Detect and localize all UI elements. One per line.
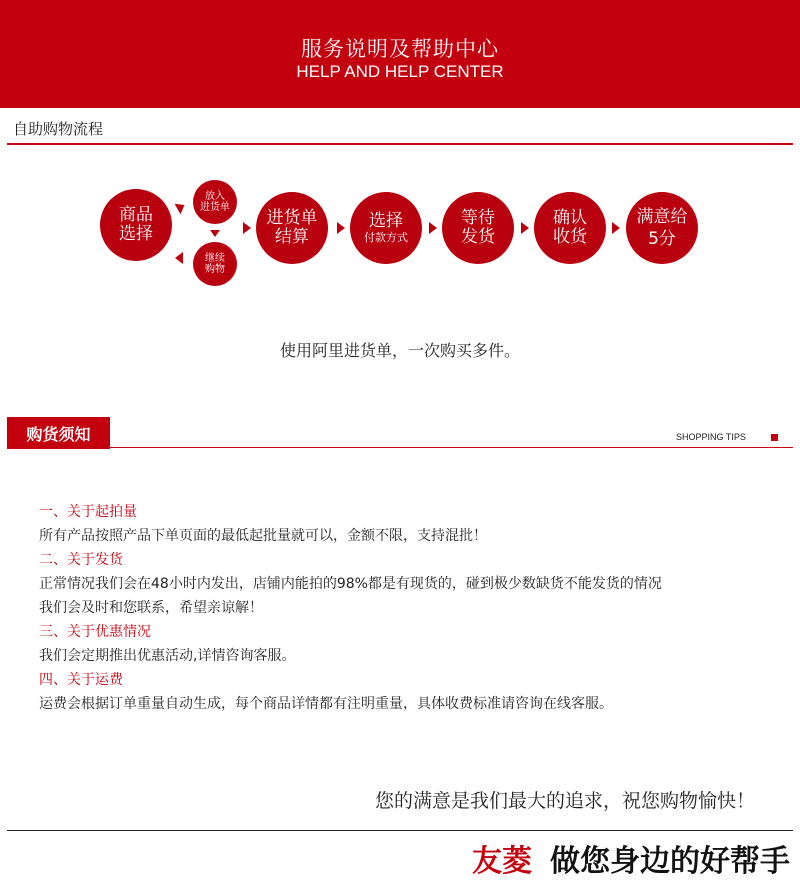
step-checkout	[256, 192, 328, 264]
notice-text: 正常情况我们会在48小时内发出，店铺内能拍的98%都是有现货的，碰到极少数缺货不能发货的情况	[39, 576, 662, 592]
step-label: 满意给	[636, 206, 688, 227]
square-bullet-icon	[771, 434, 778, 441]
arrow-right-icon	[337, 222, 345, 234]
arrow-right-icon	[243, 222, 251, 234]
notice-heading: 二、关于发货	[39, 552, 123, 568]
section-divider	[7, 447, 793, 448]
arrow-right-icon	[175, 200, 188, 214]
arrow-right-icon	[612, 222, 620, 234]
step-rating	[626, 192, 698, 264]
step-select-payment	[350, 192, 422, 264]
step-wait-shipping	[442, 192, 514, 264]
step-label: 等待 发货	[461, 208, 495, 247]
brand-name: 友菱	[472, 844, 532, 879]
header-title-en: HELP AND HELP CENTER	[296, 62, 504, 81]
step-select-product	[100, 189, 172, 261]
shopping-tips-label: SHOPPING TIPS	[676, 432, 746, 442]
brand-slogan	[0, 836, 790, 880]
arrow-right-icon	[521, 222, 529, 234]
step-label: 放入 进货单	[200, 191, 230, 213]
arrow-right-icon	[429, 222, 437, 234]
notice-list	[39, 500, 779, 716]
slogan-text: 做您身边的好帮手	[550, 844, 790, 879]
closing-message: 您的满意是我们最大的追求，祝您购物愉快！	[374, 790, 755, 812]
process-section-title: 自助购物流程	[13, 120, 104, 138]
notice-heading: 一、关于起拍量	[39, 504, 137, 520]
notice-text: 所有产品按照产品下单页面的最低起批量就可以，金额不限，支持混批！	[39, 528, 487, 544]
notice-text: 我们会定期推出优惠活动,详情咨询客服。	[39, 648, 296, 664]
header-title-cn: 服务说明及帮助中心	[301, 37, 499, 61]
step-label: 商品 选择	[119, 205, 153, 244]
notice-heading: 四、关于运费	[39, 672, 123, 688]
flow-caption: 使用阿里进货单，一次购买多件。	[279, 341, 520, 360]
notice-text: 运费会根据订单重量自动生成，每个商品详情都有注明重量，具体收费标准请咨询在线客服。	[39, 696, 613, 712]
shopping-flow-diagram	[0, 0, 800, 300]
step-continue-shopping	[193, 242, 237, 286]
step-label: 进货单 结算	[266, 208, 318, 247]
step-label-score: 5分	[648, 228, 676, 249]
step-add-to-cart	[193, 180, 237, 224]
notice-heading: 三、关于优惠情况	[39, 624, 151, 640]
footer-divider	[7, 830, 793, 831]
step-label: 继续 购物	[205, 253, 225, 275]
arrow-left-icon	[175, 252, 183, 264]
arrow-down-icon	[210, 230, 220, 237]
step-confirm-receipt	[534, 192, 606, 264]
step-label: 确认 收货	[553, 208, 587, 247]
notice-tab: 购货须知	[7, 417, 110, 449]
notice-text: 我们会及时和您联系，希望亲谅解！	[39, 600, 263, 616]
step-label: 选择	[369, 210, 403, 231]
step-sublabel: 付款方式	[364, 231, 408, 245]
